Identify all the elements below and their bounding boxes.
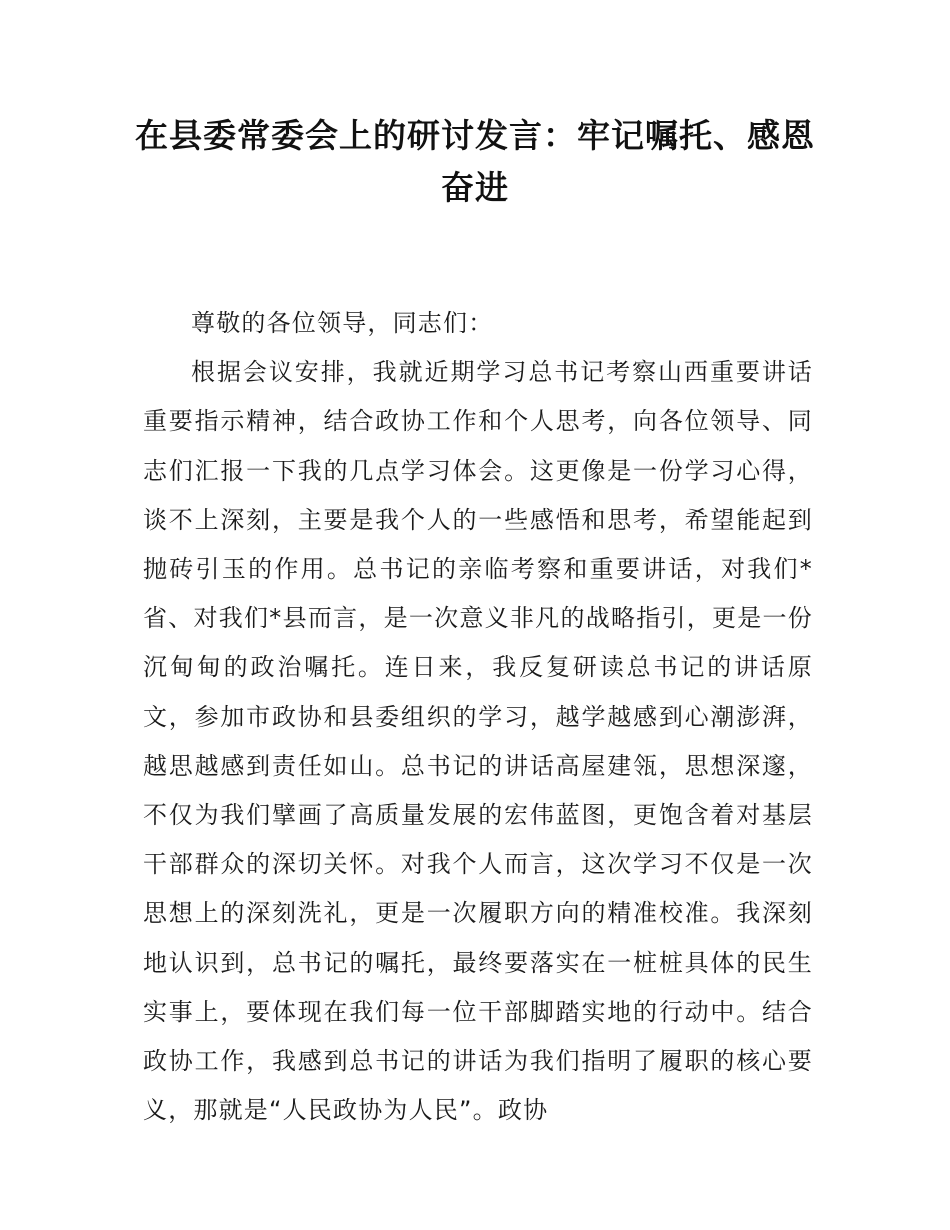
document-body [143, 299, 813, 1135]
body-paragraph: 根据会议安排，我就近期学习总书记考察山西重要讲话重要指示精神，结合政协工作和个人思考，向各位领导、同志们汇报一下我的几点学习体会。这更像是一份学习心得，谈不上深刻，主要是我个人的一些感悟和思考，希望能起到抛砖引玉的作用。总书记的亲临考察和重要讲话，对我们*省、对我们*县而言，是一次意义非凡的战略指引，更是一份沉甸甸的政治嘱托。连日来，我反复研读总书记的讲话原文，参加市政协和县委组织的学习，越学越感到心潮澎湃，越思越感到责任如山。总书记的讲话高屋建瓴，思想深邃，不仅为我们擘画了高质量发展的宏伟蓝图，更饱含着对基层干部群众的深切关怀。对我个人而言，这次学习不仅是一次思想上的深刻洗礼，更是一次履职方向的精准校准。我深刻地认识到，总书记的嘱托，最终要落实在一桩桩具体的民生实事上，要体现在我们每一位干部脚踏实地的行动中。结合政协工作，我感到总书记的讲话为我们指明了履职的核心要义，那就是“人民政协为人民”。政协 [143, 358, 813, 1125]
salutation-paragraph: 尊敬的各位领导，同志们： [191, 309, 494, 337]
document-title: 在县委常委会上的研讨发言：牢记嘱托、感恩奋进 [135, 116, 815, 207]
